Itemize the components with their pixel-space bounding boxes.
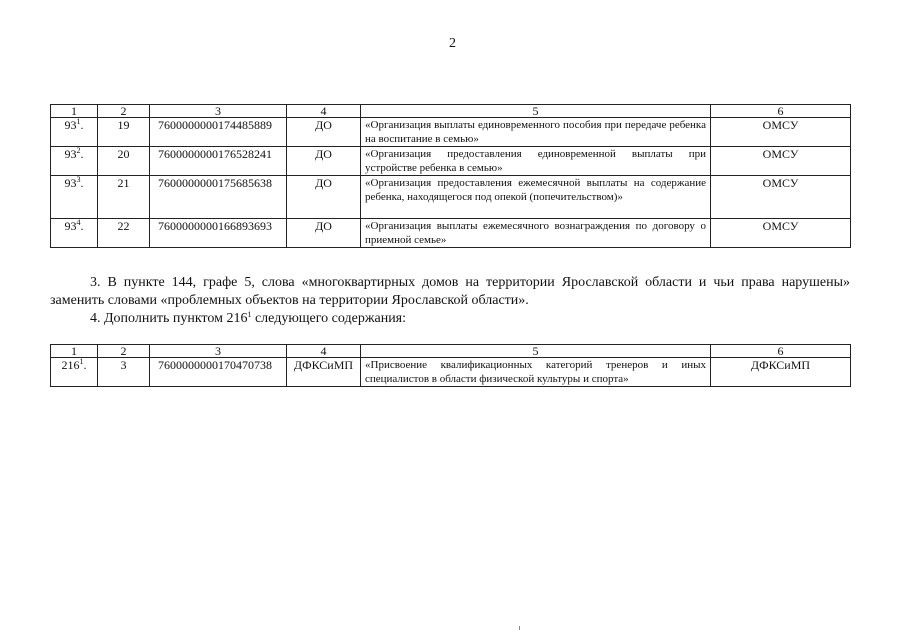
row-order: 21 [98, 176, 150, 219]
col-header-6: 6 [711, 345, 851, 358]
row-type: ДФКСиМП [287, 358, 361, 387]
row-number: $93^4$. [51, 219, 98, 248]
col-header-5: 5 [361, 345, 711, 358]
scan-mark [519, 626, 520, 630]
col-header-1: 1 [51, 345, 98, 358]
paragraph-4: 4. Дополнить пунктом $216^1$ следующего содержания: [90, 310, 407, 326]
table-row [51, 176, 851, 219]
table-row [51, 358, 851, 387]
row-code: 7600000000166893693 [150, 219, 287, 248]
col-header-4: 4 [287, 345, 361, 358]
row-service-name: «Организация выплаты единовременного пособия при передаче ребенка на воспитание в семью» [361, 118, 711, 147]
row-number: $93^3$. [51, 176, 98, 219]
page-number: 2 [449, 36, 456, 51]
services-table-2 [50, 344, 851, 387]
col-header-2: 2 [98, 345, 150, 358]
table-row [51, 118, 851, 147]
row-executor: ДФКСиМП [711, 358, 851, 387]
col-header-4: 4 [287, 105, 361, 118]
col-header-3: 3 [150, 345, 287, 358]
row-executor: ОМСУ [711, 219, 851, 248]
col-header-6: 6 [711, 105, 851, 118]
row-service-name: «Присвоение квалификационных категорий тренеров и иных специалистов в области физической культуры и спорта» [361, 358, 711, 387]
row-order: 19 [98, 118, 150, 147]
table-header-row [51, 345, 851, 358]
row-executor: ОМСУ [711, 176, 851, 219]
services-table-1 [50, 104, 851, 248]
table-row [51, 147, 851, 176]
table-row [51, 219, 851, 248]
row-service-name: «Организация предоставления единовременной выплаты при устройстве ребенка в семью» [361, 147, 711, 176]
row-order: 3 [98, 358, 150, 387]
row-number: $93^2$. [51, 147, 98, 176]
row-executor: ОМСУ [711, 118, 851, 147]
row-service-name: «Организация предоставления ежемесячной выплаты на содержание ребенка, находящегося под опекой (попечительством)» [361, 176, 711, 219]
row-type: ДО [287, 147, 361, 176]
row-code: 7600000000176528241 [150, 147, 287, 176]
row-order: 20 [98, 147, 150, 176]
row-code: 7600000000174485889 [150, 118, 287, 147]
row-type: ДО [287, 219, 361, 248]
col-header-2: 2 [98, 105, 150, 118]
row-order: 22 [98, 219, 150, 248]
row-code: 7600000000170470738 [150, 358, 287, 387]
row-type: ДО [287, 118, 361, 147]
col-header-3: 3 [150, 105, 287, 118]
row-service-name: «Организация выплаты ежемесячного вознаграждения по договору о приемной семье» [361, 219, 711, 248]
table-header-row [51, 105, 851, 118]
col-header-1: 1 [51, 105, 98, 118]
row-number: $93^1$. [51, 118, 98, 147]
col-header-5: 5 [361, 105, 711, 118]
row-code: 7600000000175685638 [150, 176, 287, 219]
row-type: ДО [287, 176, 361, 219]
row-executor: ОМСУ [711, 147, 851, 176]
paragraph-3: 3. В пункте 144, графе 5, слова «многоквартирных домов на территории Ярославской области и чьи права нарушены» заменить словами «проблемных объектов на территории Ярославской области». [50, 275, 850, 308]
row-number: $216^1$. [51, 358, 98, 387]
